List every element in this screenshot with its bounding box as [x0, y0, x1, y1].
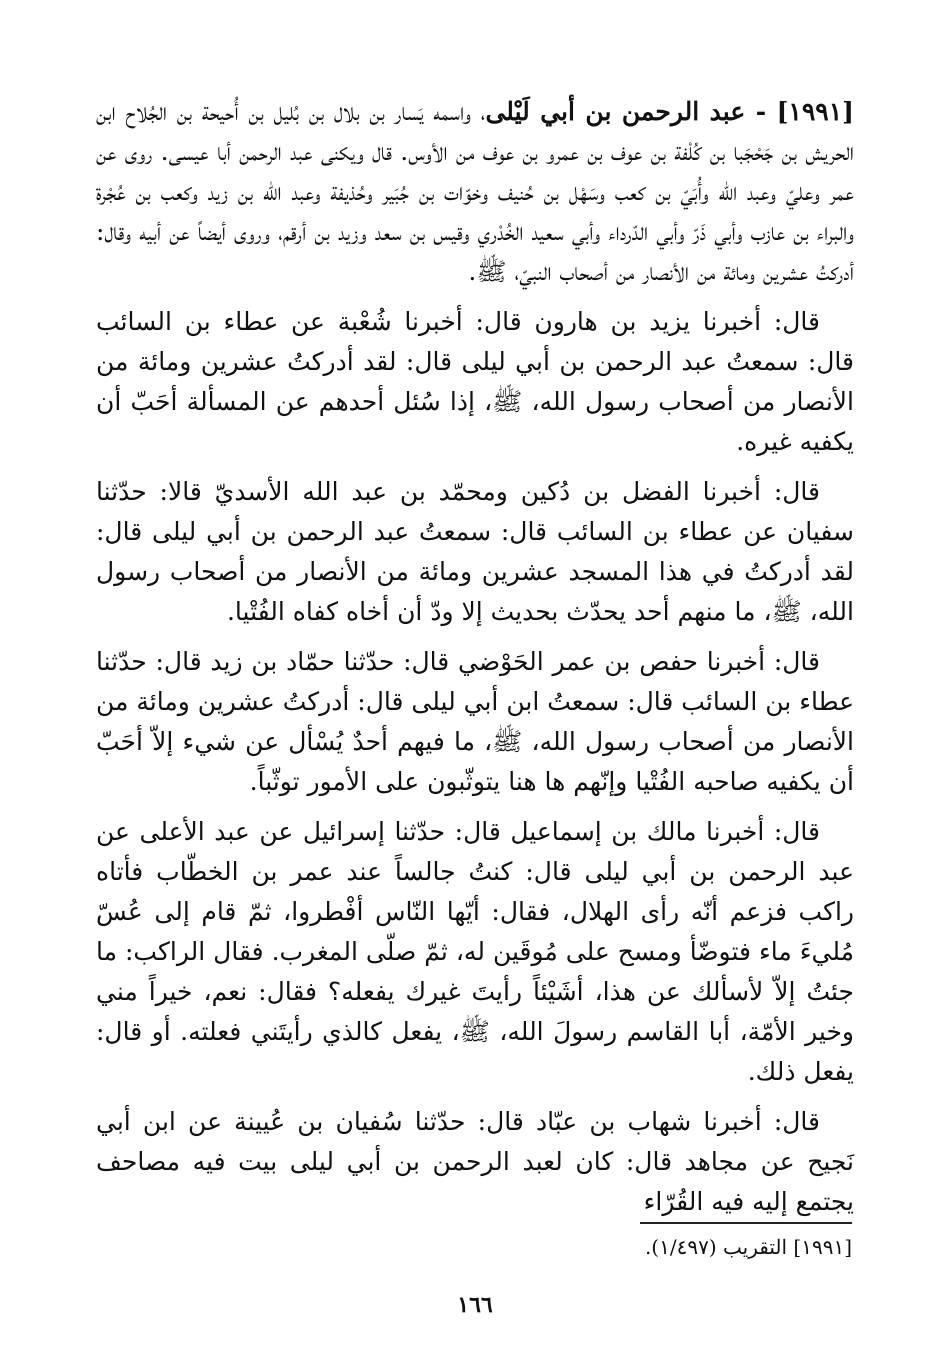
narration-paragraph: قال: أخبرنا الفضل بن دُكين ومحمّد بن عبد الله الأسديّ قالا: حدّثنا سفيان عن عطاء بن السائب قال: سمعتُ عبد الرحمن بن أبي ليلى قال: لقد أدركتُ في هذا المسجد عشرين ومائة من الأنصار من أصحاب رسول الله، ﷺ، ما منهم أحد يحدّث بحديث إلا ودّ أن أخاه كفاه الفُتْيا. — [96, 477, 854, 626]
entry-paragraph — [96, 92, 854, 292]
narration-paragraph: قال: أخبرنا يزيد بن هارون قال: أخبرنا شُعْبة عن عطاء بن السائب قال: سمعتُ عبد الرحمن بن أبي ليلى قال: لقد أدركتُ عشرين ومائة من الأنصار من أصحاب رسول الله، ﷺ، إذا سُئل أحدهم عن المسألة أحَبّ أن يكفيه غيره. — [96, 307, 854, 456]
page-body — [96, 92, 854, 1222]
narration-paragraph: قال: أخبرنا شهاب بن عبّاد قال: حدّثنا سُفيان بن عُيينة عن ابن أبي نَجيح عن مجاهد قال: كان لعبد الرحمن بن أبي ليلى بيت فيه مصاحف يجتمع إليه فيه القُرّاء — [96, 1107, 854, 1216]
narration-paragraph: قال: أخبرنا مالك بن إسماعيل قال: حدّثنا إسرائيل عن عبد الأعلى عن عبد الرحمن بن أبي ليلى قال: كنتُ جالساً عند عمر بن الخطّاب فأتاه راكب فزعم أنّه رأى الهلال، فقال: أيّها النّاس أفْطروا، ثمّ قام إلى عُسّ مُليءَ ماء فتوضّأ ومسح على مُوقَين له، ثمّ صلّى المغرب. فقال الراكب: ما جئتُ إلاّ لأسألك عن هذا، أشَيْئاً رأيتَ غيرك يفعله؟ فقال: نعم، خيراً مني وخير الأمّة، أبا القاسم رسولَ الله، ﷺ، يفعل كالذي رأيتَني فعلته. أو قال: يفعل ذلك. — [96, 817, 854, 1086]
narration-paragraph: قال: أخبرنا حفص بن عمر الحَوْضي قال: حدّثنا حمّاد بن زيد قال: حدّثنا عطاء بن السائب قال: سمعتُ ابن أبي ليلى قال: أدركتُ عشرين ومائة من الأنصار من أصحاب رسول الله، ﷺ، ما فيهم أحدٌ يُسْأل عن شيء إلاّ أحَبّ أن يكفيه صاحبه الفُتْيا وإنّهم ها هنا يتوثّبون على الأمور توثّباً. — [96, 647, 854, 796]
footnote-divider — [640, 1222, 852, 1224]
page-number: ١٦٦ — [457, 1292, 493, 1318]
entry-heading: [١٩٩١] - عبد الرحمن بن أبي لَيْلى — [485, 97, 854, 126]
entry-intro-text: ، واسمه يَسار بن بلال بن بُليل بن أُحيحة بن الجُلاح ابن الحريش بن جَحْجَبا بن كُلْفة بن عوف بن عمرو بن عوف من الأوس. قال ويكنى عبد الرحمن أبا عيسى. روى عن عمر وعليّ وعبد الله وأُبَيّ بن كعب وسَهْل بن حُنيف وخوّات بن جُبَير وحُذيفة وعبد الله بن زيد وكعب بن عُجْرة والبراء بن عازب وأبي ذَرّ وأبي الدّرداء وأبي سعيد الخُدْري وقيس بن سعد وزيد بن أرقم، وروى أيضاً عن أبيه وقال: أدركتُ عشرين ومائة من الأنصار من أصحاب النبيّ، ﷺ. — [96, 97, 854, 286]
entry-name: عبد الرحمن بن أبي لَيْلى — [485, 97, 746, 126]
entry-number: [١٩٩١] — [776, 97, 854, 126]
footnote: [١٩٩١] التقريب (١/٤٩٧). — [644, 1235, 852, 1259]
